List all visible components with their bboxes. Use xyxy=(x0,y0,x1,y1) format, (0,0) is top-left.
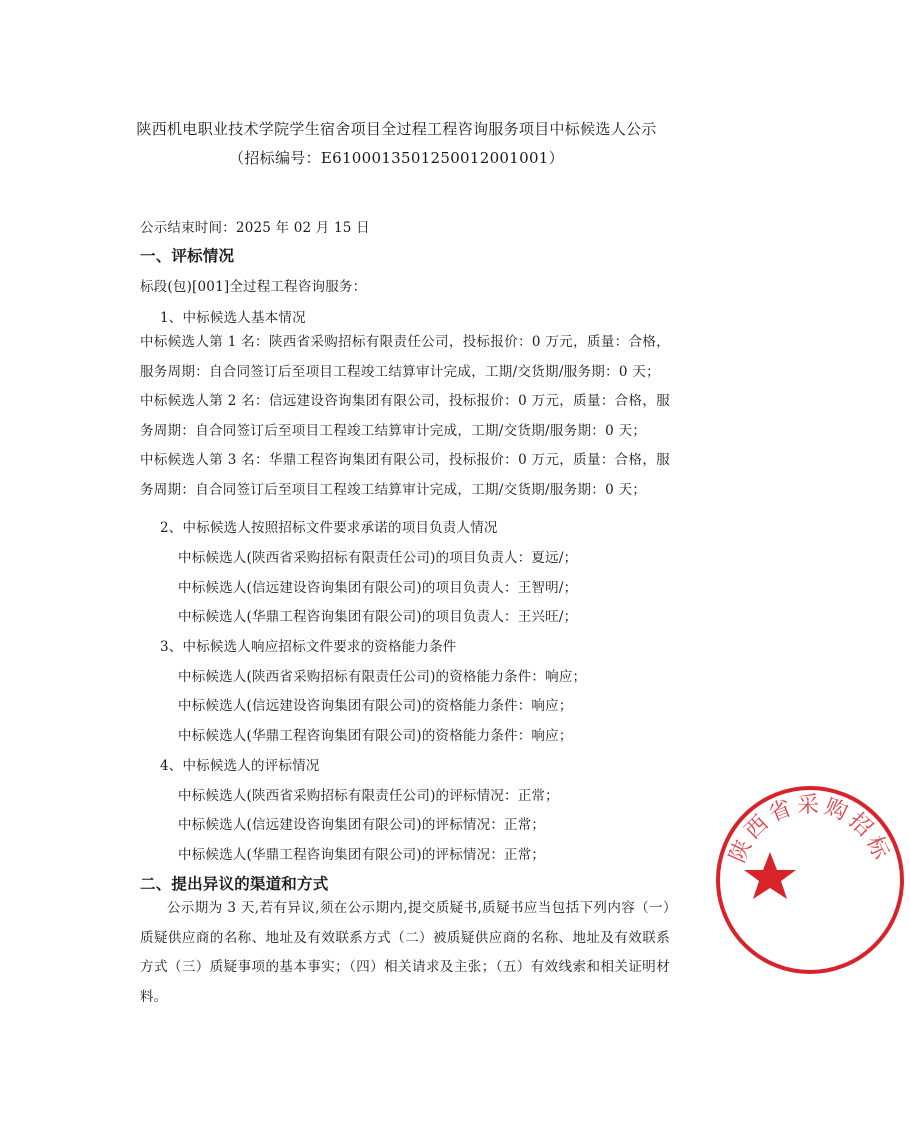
manager-2: 中标候选人(信远建设咨询集团有限公司)的项目负责人：王智明/； xyxy=(178,580,578,596)
subheading-managers: 2、中标候选人按照招标文件要求承诺的项目负责人情况 xyxy=(160,520,498,536)
section-heading-evaluation: 一、评标情况 xyxy=(140,247,235,265)
candidate-3: 中标候选人第 3 名：华鼎工程咨询集团有限公司，投标报价：0 万元，质量：合格，服务周期：自合同签订后至项目工程竣工结算审计完成，工期/交货期/服务期：0 天； xyxy=(140,452,670,498)
qualification-2: 中标候选人(信远建设咨询集团有限公司)的资格能力条件：响应； xyxy=(178,698,573,714)
document-title: 陕西机电职业技术学院学生宿舍项目全过程工程咨询服务项目中标候选人公示 xyxy=(136,120,657,138)
seal-text: 陕西省采购招标 xyxy=(725,793,895,867)
evaluation-3: 中标候选人(华鼎工程咨询集团有限公司)的评标情况：正常； xyxy=(178,847,546,863)
objection-paragraph: 公示期为 3 天,若有异议,须在公示期内,提交质疑书,质疑书应当包括下列内容（一）质疑供应商的名称、地址及有效联系方式（二）被质疑供应商的名称、地址及有效联系方式（三）质疑事项的基本事实；（四）相关请求及主张；（五）有效线索和相关证明材料。 xyxy=(140,900,670,1005)
subheading-qualifications: 3、中标候选人响应招标文件要求的资格能力条件 xyxy=(160,639,457,655)
evaluation-2: 中标候选人(信远建设咨询集团有限公司)的评标情况：正常； xyxy=(178,817,546,833)
manager-3: 中标候选人(华鼎工程咨询集团有限公司)的项目负责人：王兴旺/； xyxy=(178,609,578,625)
section-heading-objection: 二、提出异议的渠道和方式 xyxy=(140,875,329,893)
subheading-candidates: 1、中标候选人基本情况 xyxy=(160,310,306,326)
publicity-end-time: 公示结束时间：2025 年 02 月 15 日 xyxy=(140,220,370,236)
candidate-1: 中标候选人第 1 名：陕西省采购招标有限责任公司，投标报价：0 万元，质量：合格，服务周期：自合同签订后至项目工程竣工结算审计完成，工期/交货期/服务期：0 天； xyxy=(140,334,670,380)
subheading-evaluations: 4、中标候选人的评标情况 xyxy=(160,758,320,774)
lot-label: 标段(包)[001]全过程工程咨询服务： xyxy=(140,279,367,295)
manager-1: 中标候选人(陕西省采购招标有限责任公司)的项目负责人：夏远/； xyxy=(178,550,578,566)
svg-text:陕西省采购招标 xyxy=(725,793,894,867)
qualification-3: 中标候选人(华鼎工程咨询集团有限公司)的资格能力条件：响应； xyxy=(178,728,573,744)
qualification-1: 中标候选人(陕西省采购招标有限责任公司)的资格能力条件：响应； xyxy=(178,669,587,685)
evaluation-1: 中标候选人(陕西省采购招标有限责任公司)的评标情况：正常； xyxy=(178,788,559,804)
candidate-2: 中标候选人第 2 名：信远建设咨询集团有限公司，投标报价：0 万元，质量：合格，服务周期：自合同签订后至项目工程竣工结算审计完成，工期/交货期/服务期：0 天； xyxy=(140,393,670,439)
tender-number: （招标编号：E6100013501250012001001） xyxy=(229,149,564,167)
seal-star-icon xyxy=(744,852,796,899)
company-seal-stamp xyxy=(710,780,910,980)
